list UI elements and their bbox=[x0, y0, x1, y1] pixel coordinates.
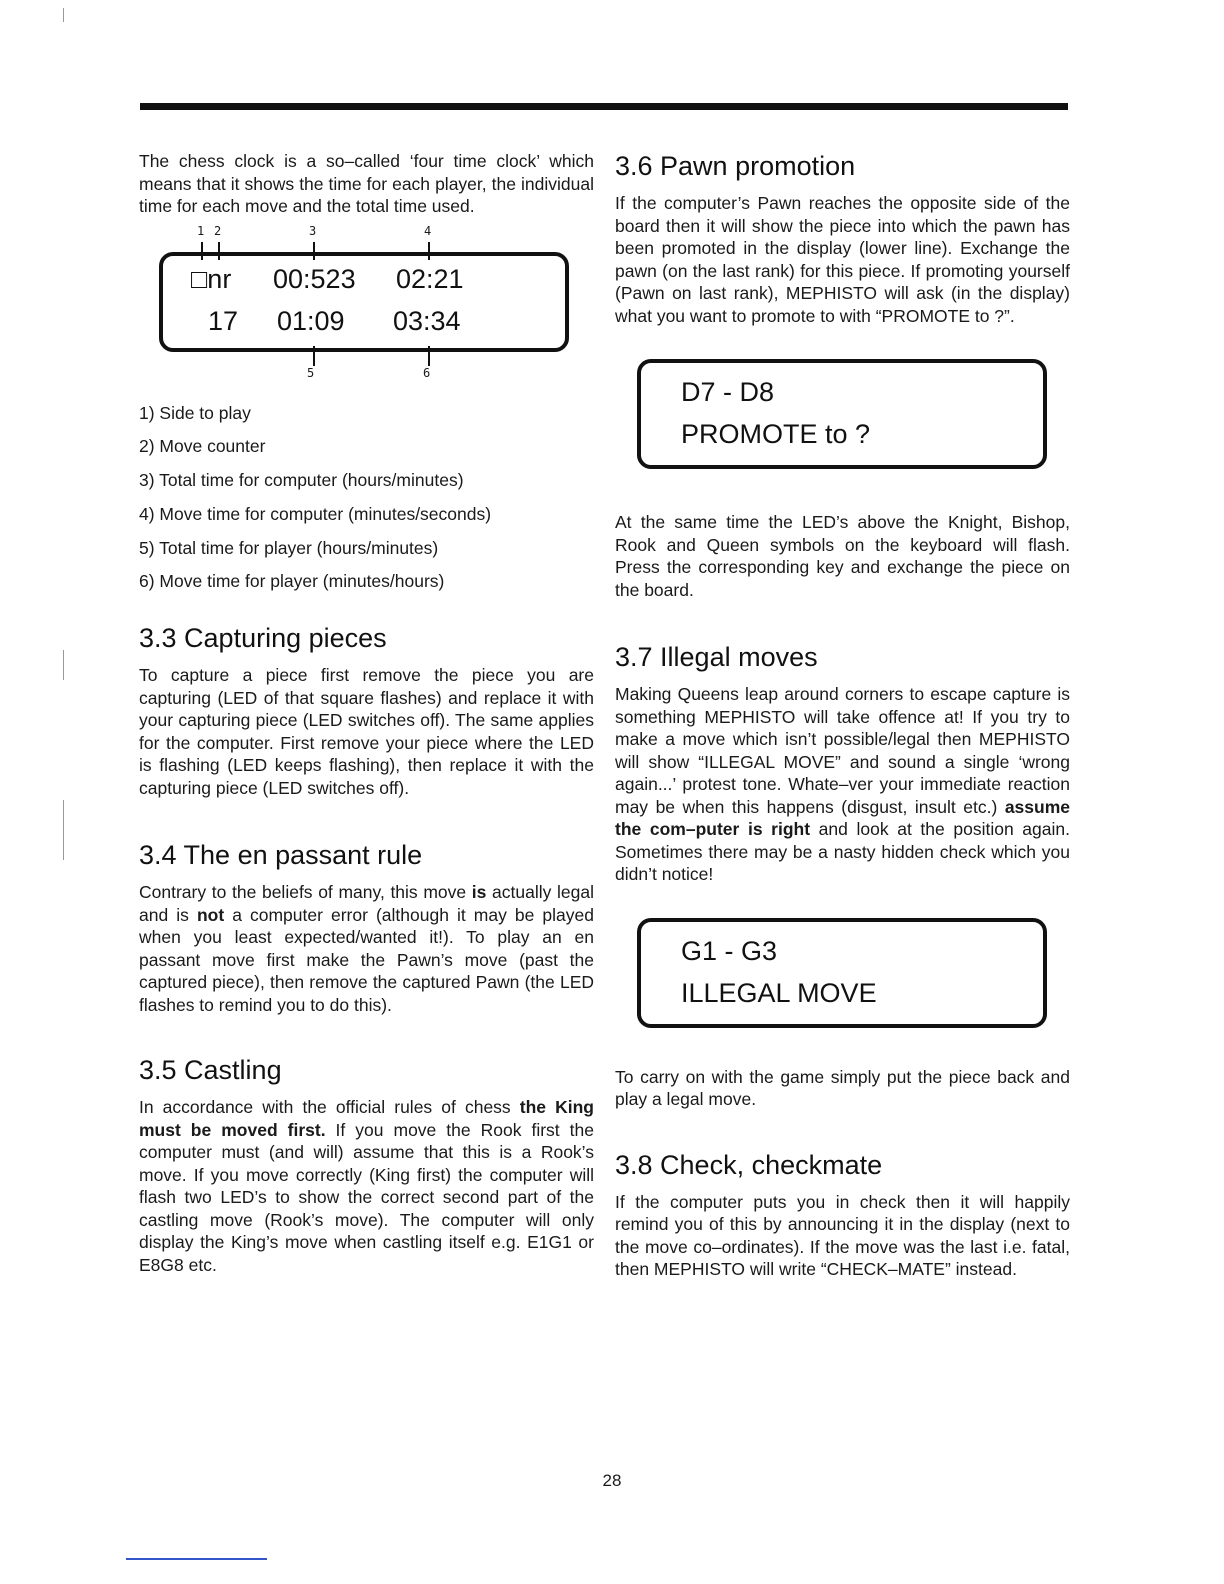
list-item: 6) Move time for player (minutes/hours) bbox=[139, 571, 445, 592]
section-heading-3-8: 3.8 Check, checkmate bbox=[615, 1149, 883, 1180]
intro-paragraph: The chess clock is a so–called ‘four time clock’ which means that it shows the time for each player, the individual time for each move and the total time used. bbox=[139, 151, 594, 216]
section-body-3-7-after: To carry on with the game simply put the piece back and play a legal move. bbox=[615, 1066, 1070, 1109]
left-column bbox=[139, 150, 594, 1276]
margin-mark bbox=[63, 8, 64, 22]
margin-mark bbox=[63, 800, 64, 860]
top-rule bbox=[140, 103, 1068, 110]
section-body-3-3: To capture a piece first remove the piece you are capturing (LED of that square flashes) and replace it with your capturing piece (LED switches off). The same applies for the computer. First remove your piece where the LED is flashing (LED keeps flashing), then replace it with the capturing piece (LED switches off). bbox=[139, 665, 594, 798]
promote-display bbox=[637, 359, 1047, 469]
margin-mark bbox=[63, 650, 64, 680]
section-body-3-7: Making Queens leap around corners to escape capture is something MEPHISTO will take offence at! If you try to make a move which isn’t possible/legal then MEPHISTO will show “ILLEGAL MOVE” and sound a single ‘wrong again...’ protest tone. Whate–ver your immediate reaction may be when this happens (disgust, insult etc.) assume the com–puter is right and look at the position again. Sometimes there may be a nasty hidden check which you didn’t notice! bbox=[615, 684, 1070, 884]
move-counter: 17 bbox=[208, 305, 239, 336]
player-move-time: 03:34 bbox=[393, 305, 461, 336]
list-item: 3) Total time for computer (hours/minutes) bbox=[139, 470, 464, 491]
section-body-3-5: In accordance with the official rules of chess the King must be moved first. If you move the Rook first the computer must (and will) assume that this is a Rook’s move. If you move correctly (King first) the computer will flash two LED’s to show the correct second part of the castling move (Rook’s move). The computer will only display the King’s move when castling itself e.g. E1G1 or E8G8 etc. bbox=[139, 1097, 594, 1275]
section-body-3-4: Contrary to the beliefs of many, this move is actually legal and is not a computer error (although it may be played when you least expected/wanted it!). To play an en passant move first make the Pawn’s move (past the captured piece), then remove the captured Pawn (the LED flashes to remind you to do this). bbox=[139, 882, 594, 1015]
section-body-3-8: If the computer puts you in check then it will happily remind you of this by announcing it in the display (next to the move co–ordinates). If the move was the last i.e. fatal, then MEPHISTO will write “CHECK–MATE” instead. bbox=[615, 1191, 1070, 1279]
label-1: 1 bbox=[197, 223, 205, 238]
right-column bbox=[615, 150, 1070, 1281]
section-heading-3-3: 3.3 Capturing pieces bbox=[139, 623, 387, 654]
side-to-play: □nr bbox=[191, 263, 232, 294]
player-total-time: 01:09 bbox=[277, 305, 345, 336]
tick-5 bbox=[313, 346, 315, 366]
section-heading-3-7: 3.7 Illegal moves bbox=[615, 642, 818, 672]
lcd-line-1: G1 - G3 bbox=[681, 935, 778, 966]
computer-move-time: 02:21 bbox=[396, 263, 464, 294]
computer-total-time: 00:523 bbox=[273, 263, 356, 294]
tick-6 bbox=[428, 346, 430, 366]
section-heading-3-4: 3.4 The en passant rule bbox=[139, 840, 423, 871]
list-item: 2) Move counter bbox=[139, 436, 266, 457]
lcd-line-2: PROMOTE to ? bbox=[681, 419, 871, 449]
label-6: 6 bbox=[423, 365, 431, 380]
label-4: 4 bbox=[424, 223, 432, 238]
clock-diagram bbox=[139, 224, 579, 394]
section-heading-3-6: 3.6 Pawn promotion bbox=[615, 151, 856, 181]
list-item: 1) Side to play bbox=[139, 402, 251, 423]
list-item: 5) Total time for player (hours/minutes) bbox=[139, 537, 439, 558]
label-5: 5 bbox=[307, 365, 315, 380]
section-body-3-6-after: At the same time the LED’s above the Knight, Bishop, Rook and Queen symbols on the keyboard will flash. Press the corresponding key and exchange the piece on the board. bbox=[615, 512, 1070, 600]
section-body-3-6: If the computer’s Pawn reaches the opposite side of the board then it will show the piece into which the pawn has been promoted in the display (lower line). Exchange the pawn (on the last rank) for this piece. If promoting yourself (Pawn on last rank), MEPHISTO will ask (in the display) what you want to promote to with “PROMOTE to ?”. bbox=[615, 193, 1070, 326]
legend-list bbox=[139, 402, 594, 593]
clock-display bbox=[159, 252, 569, 352]
footer-line bbox=[126, 1558, 267, 1560]
illegal-move-display bbox=[637, 918, 1047, 1028]
lcd-line-2: ILLEGAL MOVE bbox=[681, 977, 877, 1008]
label-3: 3 bbox=[309, 223, 317, 238]
section-heading-3-5: 3.5 Castling bbox=[139, 1055, 282, 1086]
list-item: 4) Move time for computer (minutes/seconds) bbox=[139, 503, 492, 524]
label-2: 2 bbox=[214, 223, 222, 238]
lcd-line-1: D7 - D8 bbox=[681, 377, 775, 407]
page-number: 28 bbox=[602, 1471, 622, 1490]
